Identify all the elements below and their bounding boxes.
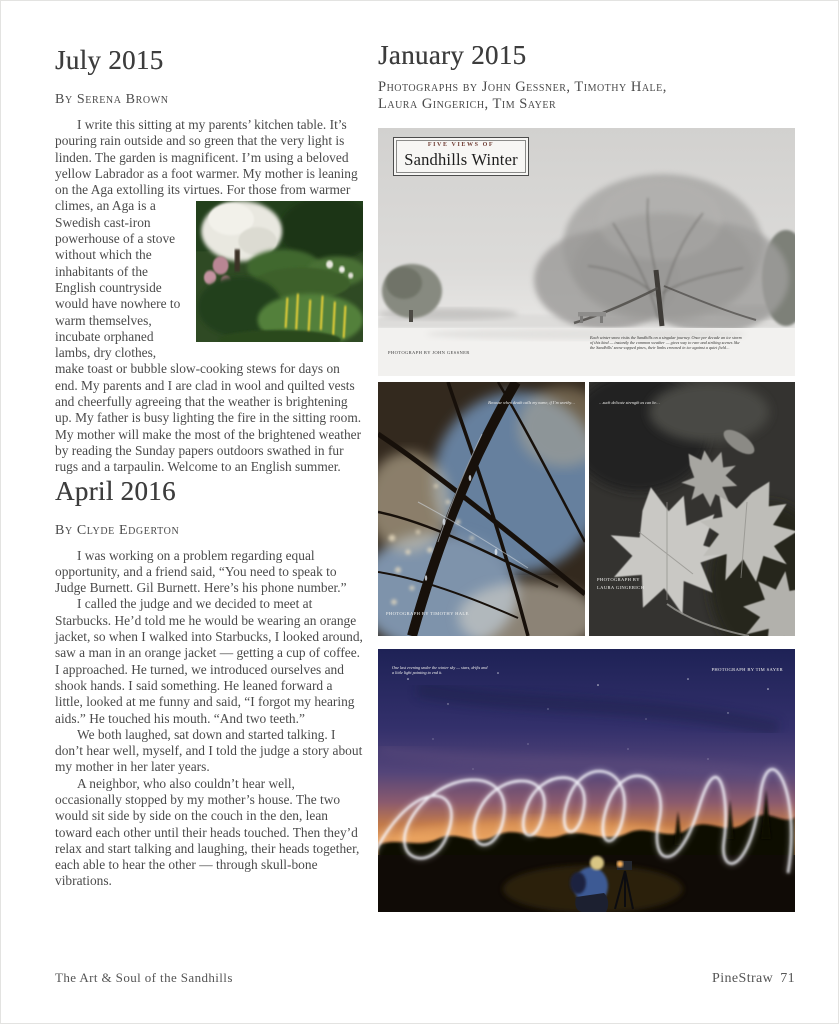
right-column	[378, 40, 795, 912]
winter-tree-photo	[378, 128, 795, 376]
branches-photo-credit: PHOTOGRAPH BY TIMOTHY HALE	[386, 611, 469, 616]
branches-photo-caption: Because when death calls my name, if I’m worthy…	[488, 400, 575, 405]
article-title-january: January 2015	[378, 40, 527, 70]
article-july-body	[55, 117, 363, 476]
july-paragraph-continue: climes, an Aga is a Swedish cast-iron powerhouse of a stove without which the inhabitants of the English countryside would have nowhere to warm themselves, incubate orphaned lambs, dry clothes, make toast or bubble slow-cooking stews for days on end. My parents and I are clad in wool and quilted vests and cheerfully agreeing that the weather is brightening up. My father is busy lighting the fire in the sitting room. My mother will make the most of the brightened weather by reading the Sunday papers outdoors swathed in fur rugs and a tarpaulin. Welcome to an English summer.	[55, 198, 362, 475]
footer-magazine-name: PineStraw	[712, 971, 774, 986]
winter-photo-credit: PHOTOGRAPH BY JOHN GESSNER	[388, 350, 470, 355]
titlebox-kicker: FIVE VIEWS OF	[427, 142, 495, 148]
left-column	[55, 45, 363, 890]
byline-serena-brown: By Serena Brown	[55, 92, 169, 107]
sandhills-winter-titlebox	[393, 137, 529, 176]
july-paragraph-intro: I write this sitting at my parents’ kitchen table. It’s pouring rain outside and so green that the very light is linden. The garden is magnificent. I’m using a beloved yellow Labrador as a foot warmer. My mother is leaning on the Aga extolling its virtues. For those from warmer	[55, 117, 358, 198]
april-paragraph: A neighbor, who also couldn’t hear well, occasionally stopped by my mother’s house. The two would sit side by side on the couch in the den, lean toward each other until their heads touched. Then they’d relax and start talking and laughing, their heads together, each able to hear the other — through skull-bone vibrations.	[55, 775, 360, 889]
garden-photo	[196, 201, 363, 342]
middle-photo-row	[378, 382, 795, 636]
footer-page-number: 71	[780, 971, 795, 986]
frosted-leaves-photo	[589, 382, 795, 636]
night-photo-caption-line2: a little light painting to end it.	[392, 670, 443, 676]
photographer-credits-line1: Photographs by John Gessner, Timothy Hale,	[378, 79, 667, 95]
night-photo-caption-line1: One last evening under the winter sky — stars, drifts and	[392, 665, 488, 670]
april-paragraph: I called the judge and we decided to meet at Starbucks. He’d told me he would be wearing an orange jacket, so when I walked into Starbucks, I looked around, saw a man in an orange jacket — getting a cup of coffee. I approached. He turned, we introduced ourselves and shook hands. I said something. He leaned forward a little, looked at me funny and said, “I forgot my hearing aids.” He touched his mouth. “And two teeth.”	[55, 596, 363, 726]
article-title-july: July 2015	[55, 45, 164, 75]
april-paragraph: We both laughed, sat down and started talking. I don’t hear well, myself, and I told the judge a story about my mother in her later years.	[55, 726, 363, 775]
night-photo-credit: PHOTOGRAPH BY TIM SAYER	[711, 667, 783, 672]
april-paragraph: I was working on a problem regarding equal opportunity, and a friend said, “You need to speak to Judge Burnett. Gil Burnett. Here’s his phone number.”	[55, 547, 347, 596]
icy-branches-photo	[378, 382, 585, 636]
leaves-photo-caption: …such delicate strength as can be…	[599, 400, 660, 405]
article-april-body	[55, 548, 363, 890]
night-photo-caption	[392, 665, 532, 675]
july-paragraph	[55, 117, 363, 476]
page-footer	[55, 970, 795, 987]
photographer-credits-line2: Laura Gingerich, Tim Sayer	[378, 96, 557, 112]
article-title-april: April 2016	[55, 475, 176, 506]
footer-tagline: The Art & Soul of the Sandhills	[55, 970, 233, 985]
winter-photo-caption: Each winter snow visits the Sandhills on a singular journey. Once per decade an ice storm of this kind — instantly the common weather — gives way to rare and striking scenes like the Sandhills’ snow-capped pines, their limbs crowned in ice against a quiet field…	[590, 335, 742, 351]
titlebox-title: Sandhills Winter	[404, 150, 518, 169]
leaves-photo-credit-line1: PHOTOGRAPH BY	[597, 577, 640, 582]
leaves-photo-credit-line2: LAURA GINGERICH	[597, 585, 645, 590]
light-painting-night-photo	[378, 649, 795, 912]
byline-clyde-edgerton: By Clyde Edgerton	[55, 522, 180, 538]
